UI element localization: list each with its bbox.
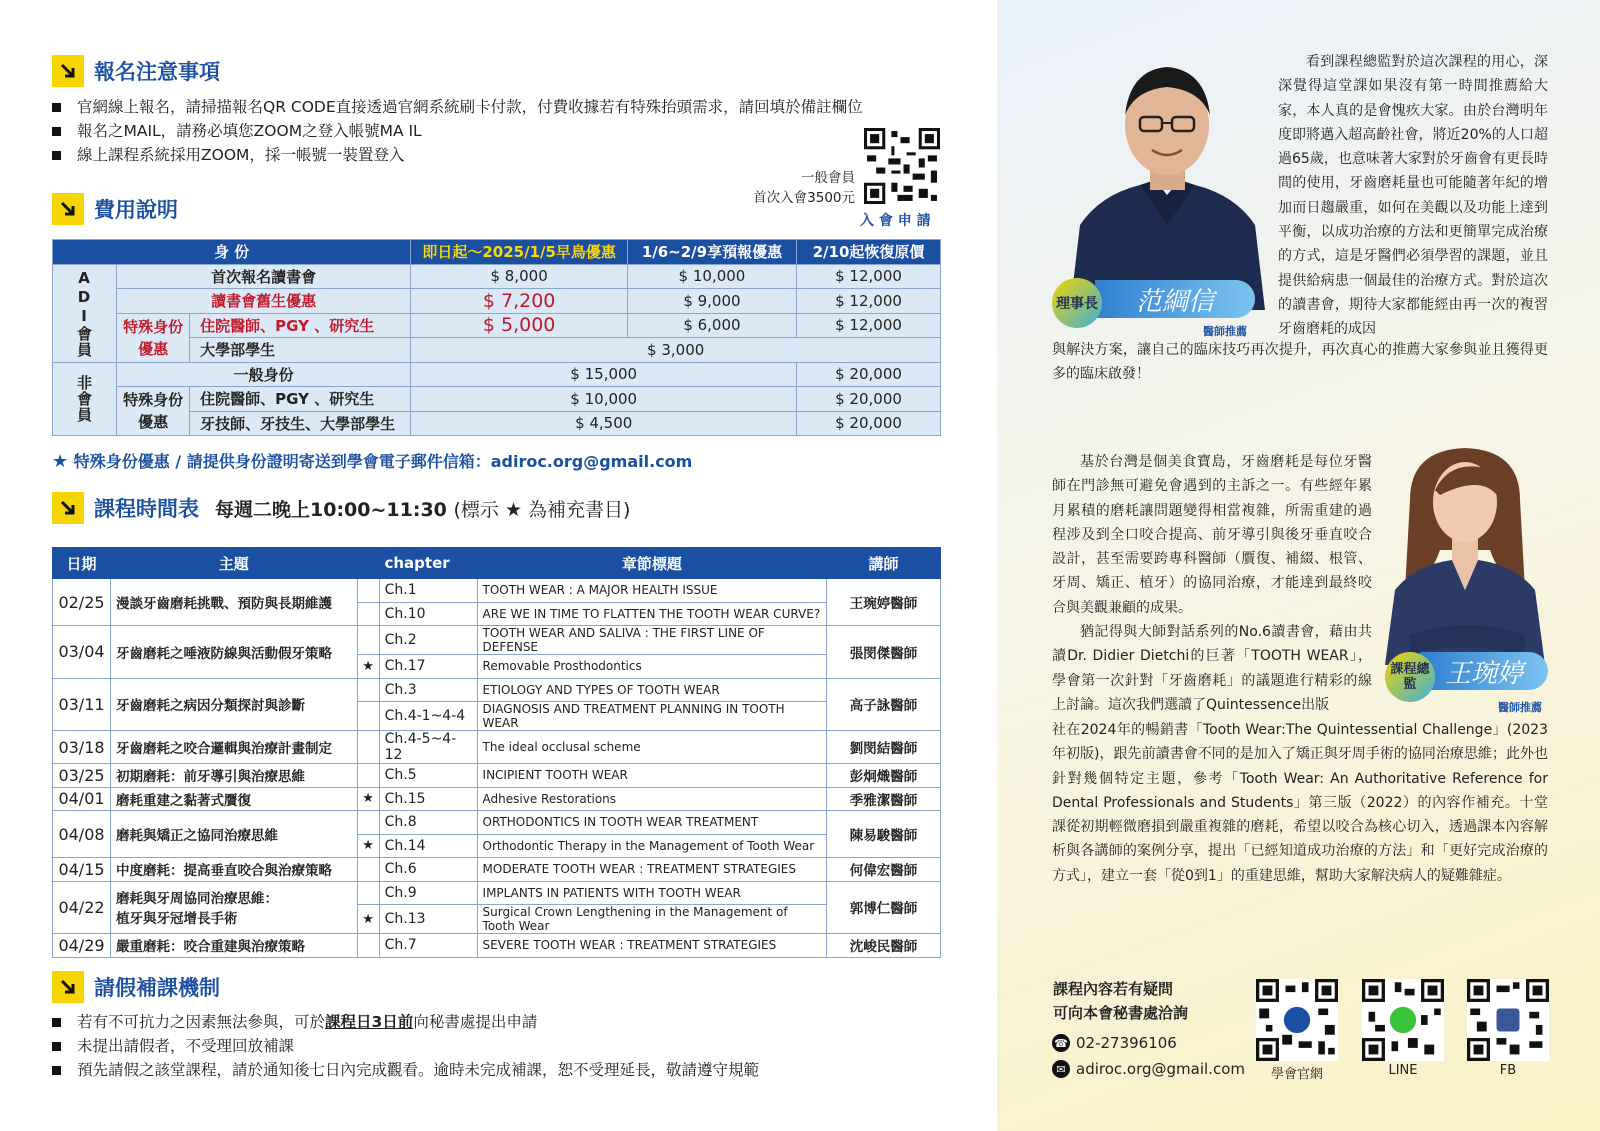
schedule-topic: 漫談牙齒磨耗挑戰、預防與長期維護: [110, 579, 357, 626]
contact-info: 課程內容若有疑問 可向本會秘書處洽詢: [1053, 980, 1189, 1022]
line-qr-icon[interactable]: [1362, 979, 1444, 1061]
schedule-date: 03/04: [53, 626, 111, 679]
supplement-star: [357, 602, 379, 626]
schedule-chapter: Ch.14: [379, 834, 477, 858]
fee-header-row: [53, 240, 941, 265]
fb-qr-icon[interactable]: [1467, 979, 1549, 1061]
star-icon: ★: [52, 451, 69, 472]
table-row: [53, 811, 941, 835]
schedule-chapter: Ch.2: [379, 626, 477, 655]
fees-title: 費用說明: [94, 198, 178, 222]
table-row: [53, 764, 941, 788]
arrow-icon: [52, 492, 84, 524]
recommend-label: 醫師推薦: [1498, 701, 1542, 714]
recommend-label: 醫師推薦: [1203, 325, 1247, 338]
schedule-lecturer: 沈峻民醫師: [827, 934, 941, 958]
schedule-header: [52, 492, 630, 524]
fee-note: ★ 特殊身份優惠 / 請提供身份證明寄送到學會電子郵件信箱：adiroc.org@gmail.com: [52, 451, 693, 472]
schedule-chapter-title: ARE WE IN TIME TO FLATTEN THE TOOTH WEAR CURVE?: [477, 602, 827, 626]
qr-label-line: LINE: [1388, 1063, 1418, 1078]
schedule-chapter-title: TOOTH WEAR AND SALIVA : THE FIRST LINE OF DEFENSE: [477, 626, 827, 655]
schedule-lecturer: 高子詠醫師: [827, 678, 941, 731]
schedule-table: [52, 547, 941, 958]
schedule-topic: 牙齒磨耗之病因分類探討與診斷: [110, 678, 357, 731]
doctor-photo-fan: [1060, 45, 1275, 310]
website-qr-icon[interactable]: [1256, 979, 1338, 1061]
table-row: [53, 579, 941, 603]
schedule-lecturer: 王琬婷醫師: [827, 579, 941, 626]
schedule-chapter-title: ORTHODONTICS IN TOOTH WEAR TREATMENT: [477, 811, 827, 835]
table-row: 讀書會舊生優惠 $ 7,200 $ 9,000 $ 12,000: [53, 289, 941, 314]
schedule-topic: 牙齒磨耗之咬合邏輯與治療計畫制定: [110, 731, 357, 764]
schedule-chapter: Ch.10: [379, 602, 477, 626]
table-row: [53, 626, 941, 655]
schedule-topic: 磨耗重建之黏著式贋復: [110, 787, 357, 811]
recommend2-text-cont: 社在2024年的暢銷書「Tooth Wear:The Quintessential Challenge」(2023年初版)，跟先前讀書會不同的是加入了矯正與牙周手術的協同治療思維；此外也針對幾個特定主題，參考「Tooth Wear: An Authoritative Reference for Dental Professionals and Students」第三版（2022）的內容作補充。十堂課從初期輕微磨損到嚴重複雜的磨耗，希望以咬合為核心切入，透過課本內容解析與各講師的案例分享，提出「已經知道成功治療的方法」和「更好完成治療的方式」，建立一套「從0到1」的重建思維，幫助大家解決病人的疑難雜症。: [1052, 722, 1548, 884]
schedule-topic: 磨耗與矯正之協同治療思維: [110, 811, 357, 858]
schedule-chapter-title: Removable Prosthodontics: [477, 655, 827, 679]
supplement-star: [357, 934, 379, 958]
supplement-star: [357, 881, 379, 905]
registration-list: [52, 95, 863, 167]
table-row: [53, 787, 941, 811]
supplement-star: [357, 811, 379, 835]
schedule-date: 04/29: [53, 934, 111, 958]
schedule-chapter: Ch.3: [379, 678, 477, 702]
schedule-topic: 嚴重磨耗：咬合重建與治療策略: [110, 934, 357, 958]
table-row: [53, 934, 941, 958]
phone-row: ☎ 02-27396106: [1052, 1034, 1177, 1052]
fees-header: [52, 193, 178, 225]
membership-apply-link[interactable]: 入 會 申 請: [860, 213, 931, 229]
schedule-chapter: Ch.5: [379, 764, 477, 788]
schedule-date: 04/01: [53, 787, 111, 811]
schedule-topic: 牙齒磨耗之唾液防線與活動假牙策略: [110, 626, 357, 679]
list-item: 官網線上報名，請掃描報名QR CODE直接透過官網系統刷卡付款，付費收據若有特殊抬頭需求，請回填於備註欄位: [52, 95, 863, 119]
schedule-chapter-title: The ideal occlusal scheme: [477, 731, 827, 764]
table-row: ADI會員 首次報名讀書會 $ 8,000 $ 10,000 $ 12,000: [53, 264, 941, 289]
role-badge: 課程總監: [1385, 652, 1435, 702]
schedule-chapter-title: ETIOLOGY AND TYPES OF TOOTH WEAR: [477, 678, 827, 702]
schedule-date: 03/25: [53, 764, 111, 788]
phone-icon: ☎: [1052, 1034, 1070, 1052]
schedule-lecturer: 張閔傑醫師: [827, 626, 941, 679]
table-row: 大學部學生 $ 3,000: [53, 338, 941, 363]
schedule-chapter: Ch.1: [379, 579, 477, 603]
schedule-date: 04/15: [53, 858, 111, 882]
list-item: 若有不可抗力之因素無法參與，可於 課程日3日前 向秘書處提出申請: [52, 1010, 759, 1034]
list-item: 線上課程系統採用ZOOM，採一帳號一裝置登入: [52, 143, 863, 167]
schedule-lecturer: 何偉宏醫師: [827, 858, 941, 882]
table-row: 特殊身份 優惠 住院醫師、PGY 、研究生 $ 5,000 $ 6,000 $ 12,000: [53, 313, 941, 338]
fee-header-early: 即日起～2025/1/5早鳥優惠: [411, 240, 628, 265]
leave-list: [52, 1010, 759, 1082]
supplement-star: [357, 678, 379, 702]
schedule-chapter: Ch.9: [379, 881, 477, 905]
schedule-date: 04/22: [53, 881, 111, 934]
list-item: 報名之MAIL，請務必填您ZOOM之登入帳號MA IL: [52, 119, 863, 143]
schedule-chapter-title: INCIPIENT TOOTH WEAR: [477, 764, 827, 788]
schedule-chapter: Ch.6: [379, 858, 477, 882]
qr-label-website: 學會官網: [1270, 1067, 1323, 1082]
fee-header-identity: 身 份: [53, 240, 411, 265]
schedule-date: 03/11: [53, 678, 111, 731]
supplement-star: [357, 702, 379, 731]
table-row: [53, 881, 941, 905]
schedule-chapter-title: DIAGNOSIS AND TREATMENT PLANNING IN TOOTH WEAR: [477, 702, 827, 731]
arrow-icon: [52, 193, 84, 225]
schedule-chapter: Ch.17: [379, 655, 477, 679]
registration-header: [52, 55, 220, 87]
schedule-chapter: Ch.13: [379, 905, 477, 934]
fee-header-regular: 2/10起恢復原價: [797, 240, 941, 265]
table-row: 非會員 一般身份 $ 15,000 $ 20,000: [53, 362, 941, 387]
schedule-chapter-title: Orthodontic Therapy in the Management of Tooth Wear: [477, 834, 827, 858]
schedule-chapter: Ch.4-1~4-4: [379, 702, 477, 731]
schedule-title: 課程時間表: [94, 497, 199, 521]
schedule-lecturer: 劉閔結醫師: [827, 731, 941, 764]
supplement-star: ★: [357, 834, 379, 858]
fee-table: [52, 239, 941, 436]
list-item: 預先請假之該堂課程，請於通知後七日內完成觀看。逾時未完成補課，恕不受理延長，敬請遵守規範: [52, 1058, 759, 1082]
schedule-topic: 磨耗與牙周協同治療思維： 植牙與牙冠增長手術: [110, 881, 357, 934]
recommend1-text-cont: 與解決方案，讓自己的臨床技巧再次提升，再次真心的推薦大家參與並且獲得更多的臨床啟發！: [1052, 342, 1548, 383]
signature-fan: 范綱信: [1095, 280, 1255, 318]
signature-wang: 王琬婷: [1420, 652, 1548, 690]
arrow-icon: [52, 55, 84, 87]
schedule-chapter-title: IMPLANTS IN PATIENTS WITH TOOTH WEAR: [477, 881, 827, 905]
list-item: 未提出請假者，不受理回放補課: [52, 1034, 759, 1058]
leave-title: 請假補課機制: [94, 976, 220, 1000]
mail-icon: ✉: [1052, 1060, 1070, 1078]
schedule-date: 04/08: [53, 811, 111, 858]
schedule-date: 03/18: [53, 731, 111, 764]
supplement-star: ★: [357, 787, 379, 811]
table-row: [53, 731, 941, 764]
supplement-star: [357, 764, 379, 788]
schedule-lecturer: 季雅潔醫師: [827, 787, 941, 811]
email-row[interactable]: ✉ adiroc.org@gmail.com: [1052, 1060, 1245, 1078]
supplement-star: [357, 731, 379, 764]
special-label: 特殊身份 優惠: [117, 313, 190, 362]
schedule-chapter-title: MODERATE TOOTH WEAR : TREATMENT STRATEGIES: [477, 858, 827, 882]
schedule-lecturer: 陳易駿醫師: [827, 811, 941, 858]
membership-info: 一般會員 首次入會3500元: [753, 170, 855, 206]
leave-header: [52, 971, 220, 1003]
supplement-star: [357, 858, 379, 882]
membership-qr-icon[interactable]: [864, 128, 940, 204]
schedule-chapter: Ch.7: [379, 934, 477, 958]
table-row: 牙技師、牙技生、大學部學生 $ 4,500 $ 20,000: [53, 411, 941, 436]
schedule-subtitle: 每週二晚上10:00~11:30 (標示 ★ 為補充書目): [215, 498, 631, 521]
schedule-chapter-title: TOOTH WEAR : A MAJOR HEALTH ISSUE: [477, 579, 827, 603]
registration-title: 報名注意事項: [94, 60, 220, 84]
schedule-topic: 中度磨耗：提高垂直咬合與治療策略: [110, 858, 357, 882]
nonmember-label: 非會員: [53, 362, 117, 436]
role-badge: 理事長: [1052, 278, 1102, 328]
supplement-star: [357, 626, 379, 655]
supplement-star: ★: [357, 905, 379, 934]
schedule-chapter: Ch.15: [379, 787, 477, 811]
schedule-chapter: Ch.4-5~4-12: [379, 731, 477, 764]
schedule-lecturer: 郭博仁醫師: [827, 881, 941, 934]
recommend1-text: 看到課程總監對於這次課程的用心，深深覺得這堂課如果沒有第一時間推薦給大家，本人真的是會愧疚大家。由於台灣明年度即將邁入超高齡社會，將近20%的人口超過65歲，也意味著大家對於牙齒會有更長時間的使用，牙齒磨耗量也可能隨著年紀的增加而日趨嚴重，如何在美觀以及功能上達到平衡，以成功治療的方法和更簡單完成治療的方式，這是牙醫們必須學習的課題，並且提供給病患一個最佳的治療方式。對於這次的讀書會，期待大家都能經由再一次的複習牙齒磨耗的成因: [1278, 54, 1548, 338]
table-row: [53, 678, 941, 702]
fee-header-pre: 1/6~2/9享預報優惠: [627, 240, 796, 265]
schedule-header-row: 日期 主題 chapter 章節標題 講師: [53, 548, 941, 579]
supplement-star: [357, 579, 379, 603]
supplement-star: ★: [357, 655, 379, 679]
member-label: ADI會員: [53, 264, 117, 362]
schedule-topic: 初期磨耗：前牙導引與治療思維: [110, 764, 357, 788]
schedule-chapter-title: Surgical Crown Lengthening in the Management of Tooth Wear: [477, 905, 827, 934]
arrow-icon: [52, 971, 84, 1003]
schedule-date: 02/25: [53, 579, 111, 626]
schedule-lecturer: 彭炯熾醫師: [827, 764, 941, 788]
qr-label-fb: FB: [1499, 1063, 1517, 1078]
schedule-chapter-title: Adhesive Restorations: [477, 787, 827, 811]
recommend2-text: 基於台灣是個美食寶島，牙齒磨耗是每位牙醫師在門診無可避免會遇到的主訴之一。有些經年累月累積的磨耗讓問題變得相當複雜，所需重建的過程涉及到全口咬合提高、前牙導引與後牙垂直咬合設計，甚至需要跨專科醫師（贋復、補綴、根管、牙周、矯正、植牙）的協同治療，才能達到最終咬合與美觀兼顧的成果。 猶記得與大師對話系列的No.6讀書會，藉由共讀Dr. Didier Dietchi的巨著「TOOTH WEAR」，學會第一次針對「牙齒磨耗」的議題進行精彩的線上討論。這次我們選讀了Quintessence出版: [1052, 454, 1372, 713]
special-label: 特殊身份 優惠: [117, 387, 190, 436]
doctor-photo-wang: [1380, 440, 1550, 665]
schedule-chapter: Ch.8: [379, 811, 477, 835]
table-row: 特殊身份 優惠 住院醫師、PGY 、研究生 $ 10,000 $ 20,000: [53, 387, 941, 412]
schedule-chapter-title: SEVERE TOOTH WEAR : TREATMENT STRATEGIES: [477, 934, 827, 958]
table-row: [53, 858, 941, 882]
